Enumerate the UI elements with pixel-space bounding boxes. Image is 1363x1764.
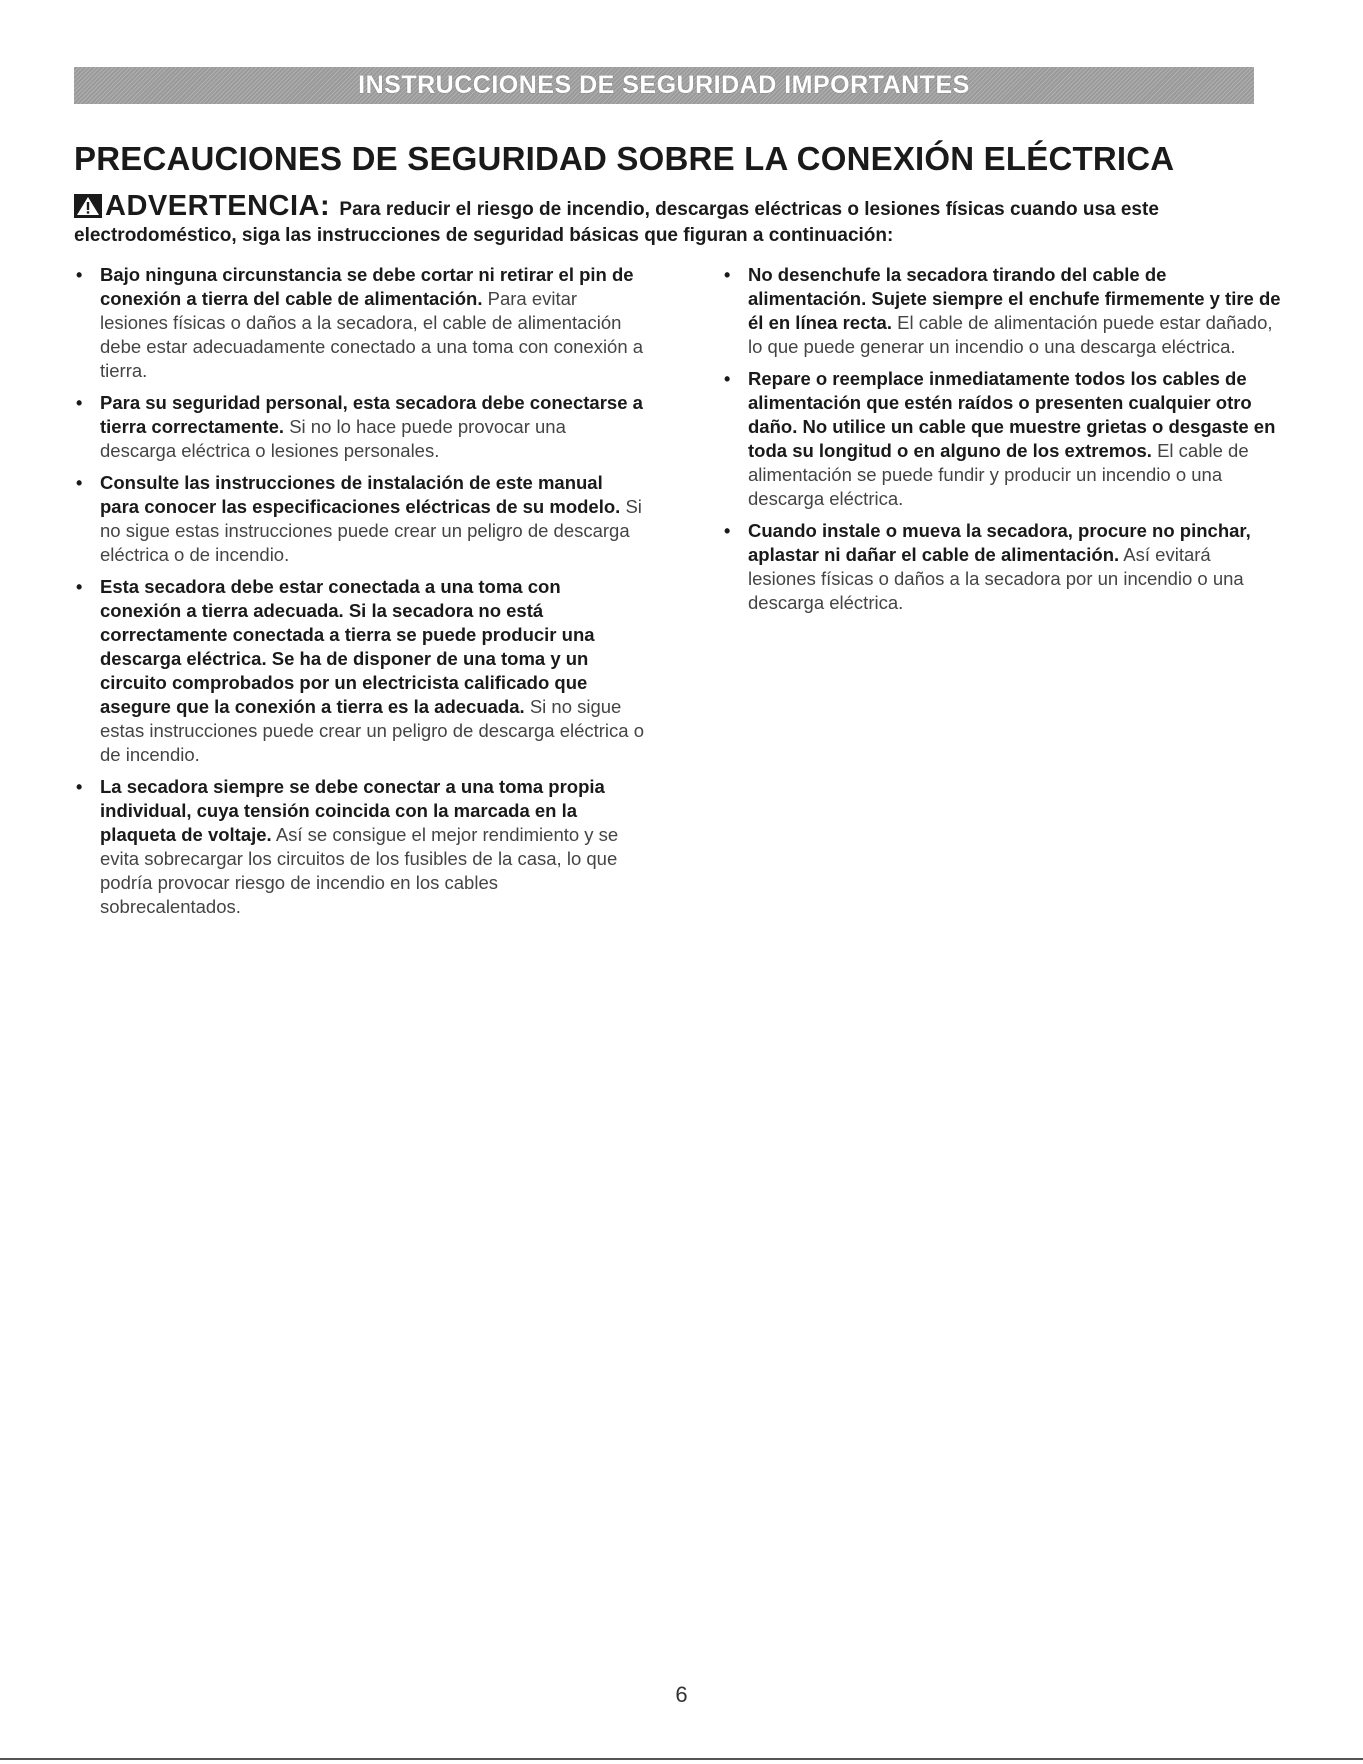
item-bold-text: Esta secadora debe estar conectada a una toma con conexión a tierra adecuada. Si la secadora no está correctamente conectada a tierra se puede producir una descarga eléctrica. Se ha de disponer de una toma y un circuito comprobados por un electricista calificado que asegure que la conexión a tierra es la adecuada. bbox=[100, 576, 595, 717]
bullet-icon: • bbox=[724, 369, 731, 389]
item-bold-text: Para su seguridad personal, esta secadora debe conectarse a tierra correctamente. bbox=[100, 392, 643, 437]
item-bold-text: Consulte las instrucciones de instalación de este manual para conocer las especificaciones eléctricas de su modelo. bbox=[100, 472, 621, 517]
item-body-text: Así evitará lesiones físicas o daños a la secadora por un incendio o una descarga eléctrica. bbox=[748, 544, 1244, 613]
page-number: 6 bbox=[675, 1682, 688, 1707]
item-body-text: Si no sigue estas instrucciones puede crear un peligro de descarga eléctrica o de incendio. bbox=[100, 696, 645, 765]
section-banner bbox=[74, 67, 1254, 104]
list-item bbox=[74, 471, 644, 567]
bullet-icon: • bbox=[76, 577, 83, 597]
warning-block bbox=[74, 190, 1264, 249]
warning-text: Para reducir el riesgo de incendio, descargas eléctricas o lesiones físicas cuando usa este electrodoméstico, siga las instrucciones de seguridad básicas que figuran a continuación: bbox=[74, 199, 1159, 246]
bullet-icon: • bbox=[724, 265, 731, 285]
list-item bbox=[74, 775, 644, 919]
item-bold-text: La secadora siempre se debe conectar a una toma propia individual, cuya tensión coincida con la marcada en la plaqueta de voltaje. bbox=[100, 776, 605, 845]
bullet-icon: • bbox=[76, 265, 83, 285]
bullet-icon: • bbox=[724, 521, 731, 541]
right-column-list bbox=[722, 263, 1282, 623]
list-item bbox=[722, 263, 1282, 359]
bullet-icon: • bbox=[76, 473, 83, 493]
left-column-list bbox=[74, 263, 644, 927]
warning-triangle-icon bbox=[74, 194, 102, 218]
bullet-icon: • bbox=[76, 777, 83, 797]
banner-title: INSTRUCCIONES DE SEGURIDAD IMPORTANTES bbox=[358, 71, 970, 99]
page-title: PRECAUCIONES DE SEGURIDAD SOBRE LA CONEXIÓN ELÉCTRICA bbox=[74, 140, 1175, 177]
item-body-text: Si no lo hace puede provocar una descarga eléctrica o lesiones personales. bbox=[100, 416, 566, 461]
warning-label: ADVERTENCIA: bbox=[105, 190, 331, 222]
item-body-text: El cable de alimentación puede estar dañado, lo que puede generar un incendio o una descarga eléctrica. bbox=[748, 312, 1273, 357]
item-body-text: Si no sigue estas instrucciones puede crear un peligro de descarga eléctrica o de incendio. bbox=[100, 496, 642, 565]
item-bold-text: Repare o reemplace inmediatamente todos los cables de alimentación que estén raídos o presenten cualquier otro daño. No utilice un cable que muestre grietas o desgaste en toda su longitud o en alguno de los extremos. bbox=[748, 368, 1276, 461]
list-item bbox=[74, 263, 644, 383]
item-body-text: Así se consigue el mejor rendimiento y se evita sobrecargar los circuitos de los fusibles de la casa, lo que podría provocar riesgo de incendio en los cables sobrecalentados. bbox=[100, 824, 619, 917]
bullet-icon: • bbox=[76, 393, 83, 413]
item-body-text: Para evitar lesiones físicas o daños a la secadora, el cable de alimentación debe estar adecuadamente conectado a una toma con conexión a tierra. bbox=[100, 288, 644, 381]
item-bold-text: Cuando instale o mueva la secadora, procure no pinchar, aplastar ni dañar el cable de alimentación. bbox=[748, 520, 1251, 565]
list-item bbox=[74, 391, 644, 463]
bottom-divider bbox=[0, 1758, 1363, 1760]
list-item bbox=[722, 367, 1282, 511]
list-item bbox=[722, 519, 1282, 615]
item-bold-text: Bajo ninguna circunstancia se debe cortar ni retirar el pin de conexión a tierra del cable de alimentación. bbox=[100, 264, 634, 309]
item-body-text: El cable de alimentación se puede fundir y producir un incendio o una descarga eléctrica. bbox=[748, 440, 1249, 509]
list-item bbox=[74, 575, 644, 767]
item-bold-text: No desenchufe la secadora tirando del cable de alimentación. Sujete siempre el enchufe firmemente y tire de él en línea recta. bbox=[748, 264, 1281, 333]
